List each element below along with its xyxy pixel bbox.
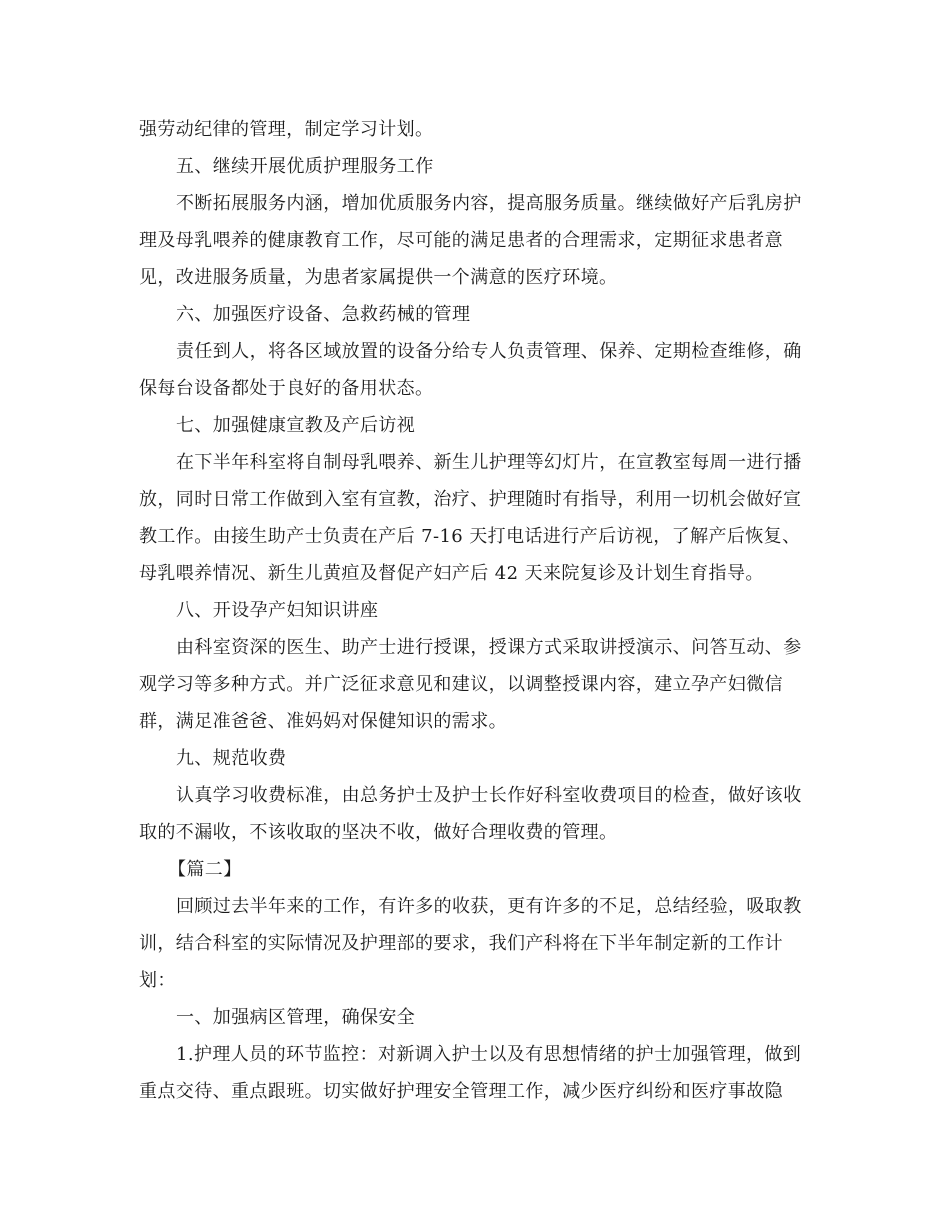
text-line: 不断拓展服务内涵，增加优质服务内容，提高服务质量。继续做好产后乳房护	[176, 193, 802, 214]
section-heading: 一、加强病区管理，确保安全	[176, 1007, 416, 1028]
text-line: 回顾过去半年来的工作，有许多的收获，更有许多的不足，总结经验，吸取教	[176, 896, 802, 917]
text-line: 见，改进服务质量，为患者家属提供一个满意的医疗环境。	[139, 267, 618, 288]
text-line: 理及母乳喂养的健康教育工作，尽可能的满足患者的合理需求，定期征求患者意	[139, 230, 783, 251]
text-line: 认真学习收费标准，由总务护士及护士长作好科室收费项目的检查，做好该收	[176, 785, 802, 806]
section-heading: 九、规范收费	[176, 748, 287, 769]
text-line: 观学习等多种方式。并广泛征求意见和建议，以调整授课内容，建立孕产妇微信	[139, 674, 783, 695]
section-heading: 七、加强健康宣教及产后访视	[176, 415, 416, 436]
text-line: 在下半年科室将自制母乳喂养、新生儿护理等幻灯片，在宣教室每周一进行播	[176, 452, 802, 473]
part-heading: 【篇二】	[168, 859, 242, 880]
text-line: 放，同时日常工作做到入室有宣教，治疗、护理随时有指导，利用一切机会做好宣	[139, 489, 802, 510]
text-line: 强劳动纪律的管理，制定学习计划。	[139, 119, 434, 140]
text-line: 母乳喂养情况、新生儿黄疸及督促产妇产后 42 天来院复诊及计划生育指导。	[139, 563, 764, 584]
text-line: 教工作。由接生助产士负责在产后 7-16 天打电话进行产后访视，了解产后恢复、	[139, 526, 801, 547]
text-line: 训，结合科室的实际情况及护理部的要求，我们产科将在下半年制定新的工作计	[139, 933, 783, 954]
text-line: 群，满足准爸爸、准妈妈对保健知识的需求。	[139, 711, 507, 732]
text-line: 取的不漏收，不该收取的坚决不收，做好合理收费的管理。	[139, 822, 618, 843]
text-line: 1.护理人员的环节监控：对新调入护士以及有思想情绪的护士加强管理，做到	[176, 1044, 802, 1065]
section-heading: 五、继续开展优质护理服务工作	[176, 156, 434, 177]
text-line: 责任到人，将各区域放置的设备分给专人负责管理、保养、定期检查维修，确	[176, 341, 802, 362]
section-heading: 六、加强医疗设备、急救药械的管理	[176, 304, 471, 325]
section-heading: 八、开设孕产妇知识讲座	[176, 600, 379, 621]
text-line: 保每台设备都处于良好的备用状态。	[139, 378, 434, 399]
text-line: 由科室资深的医生、助产士进行授课，授课方式采取讲授演示、问答互动、参	[176, 637, 802, 658]
text-line: 划：	[139, 970, 176, 991]
text-line: 重点交待、重点跟班。切实做好护理安全管理工作，减少医疗纠纷和医疗事故隐	[139, 1081, 783, 1102]
